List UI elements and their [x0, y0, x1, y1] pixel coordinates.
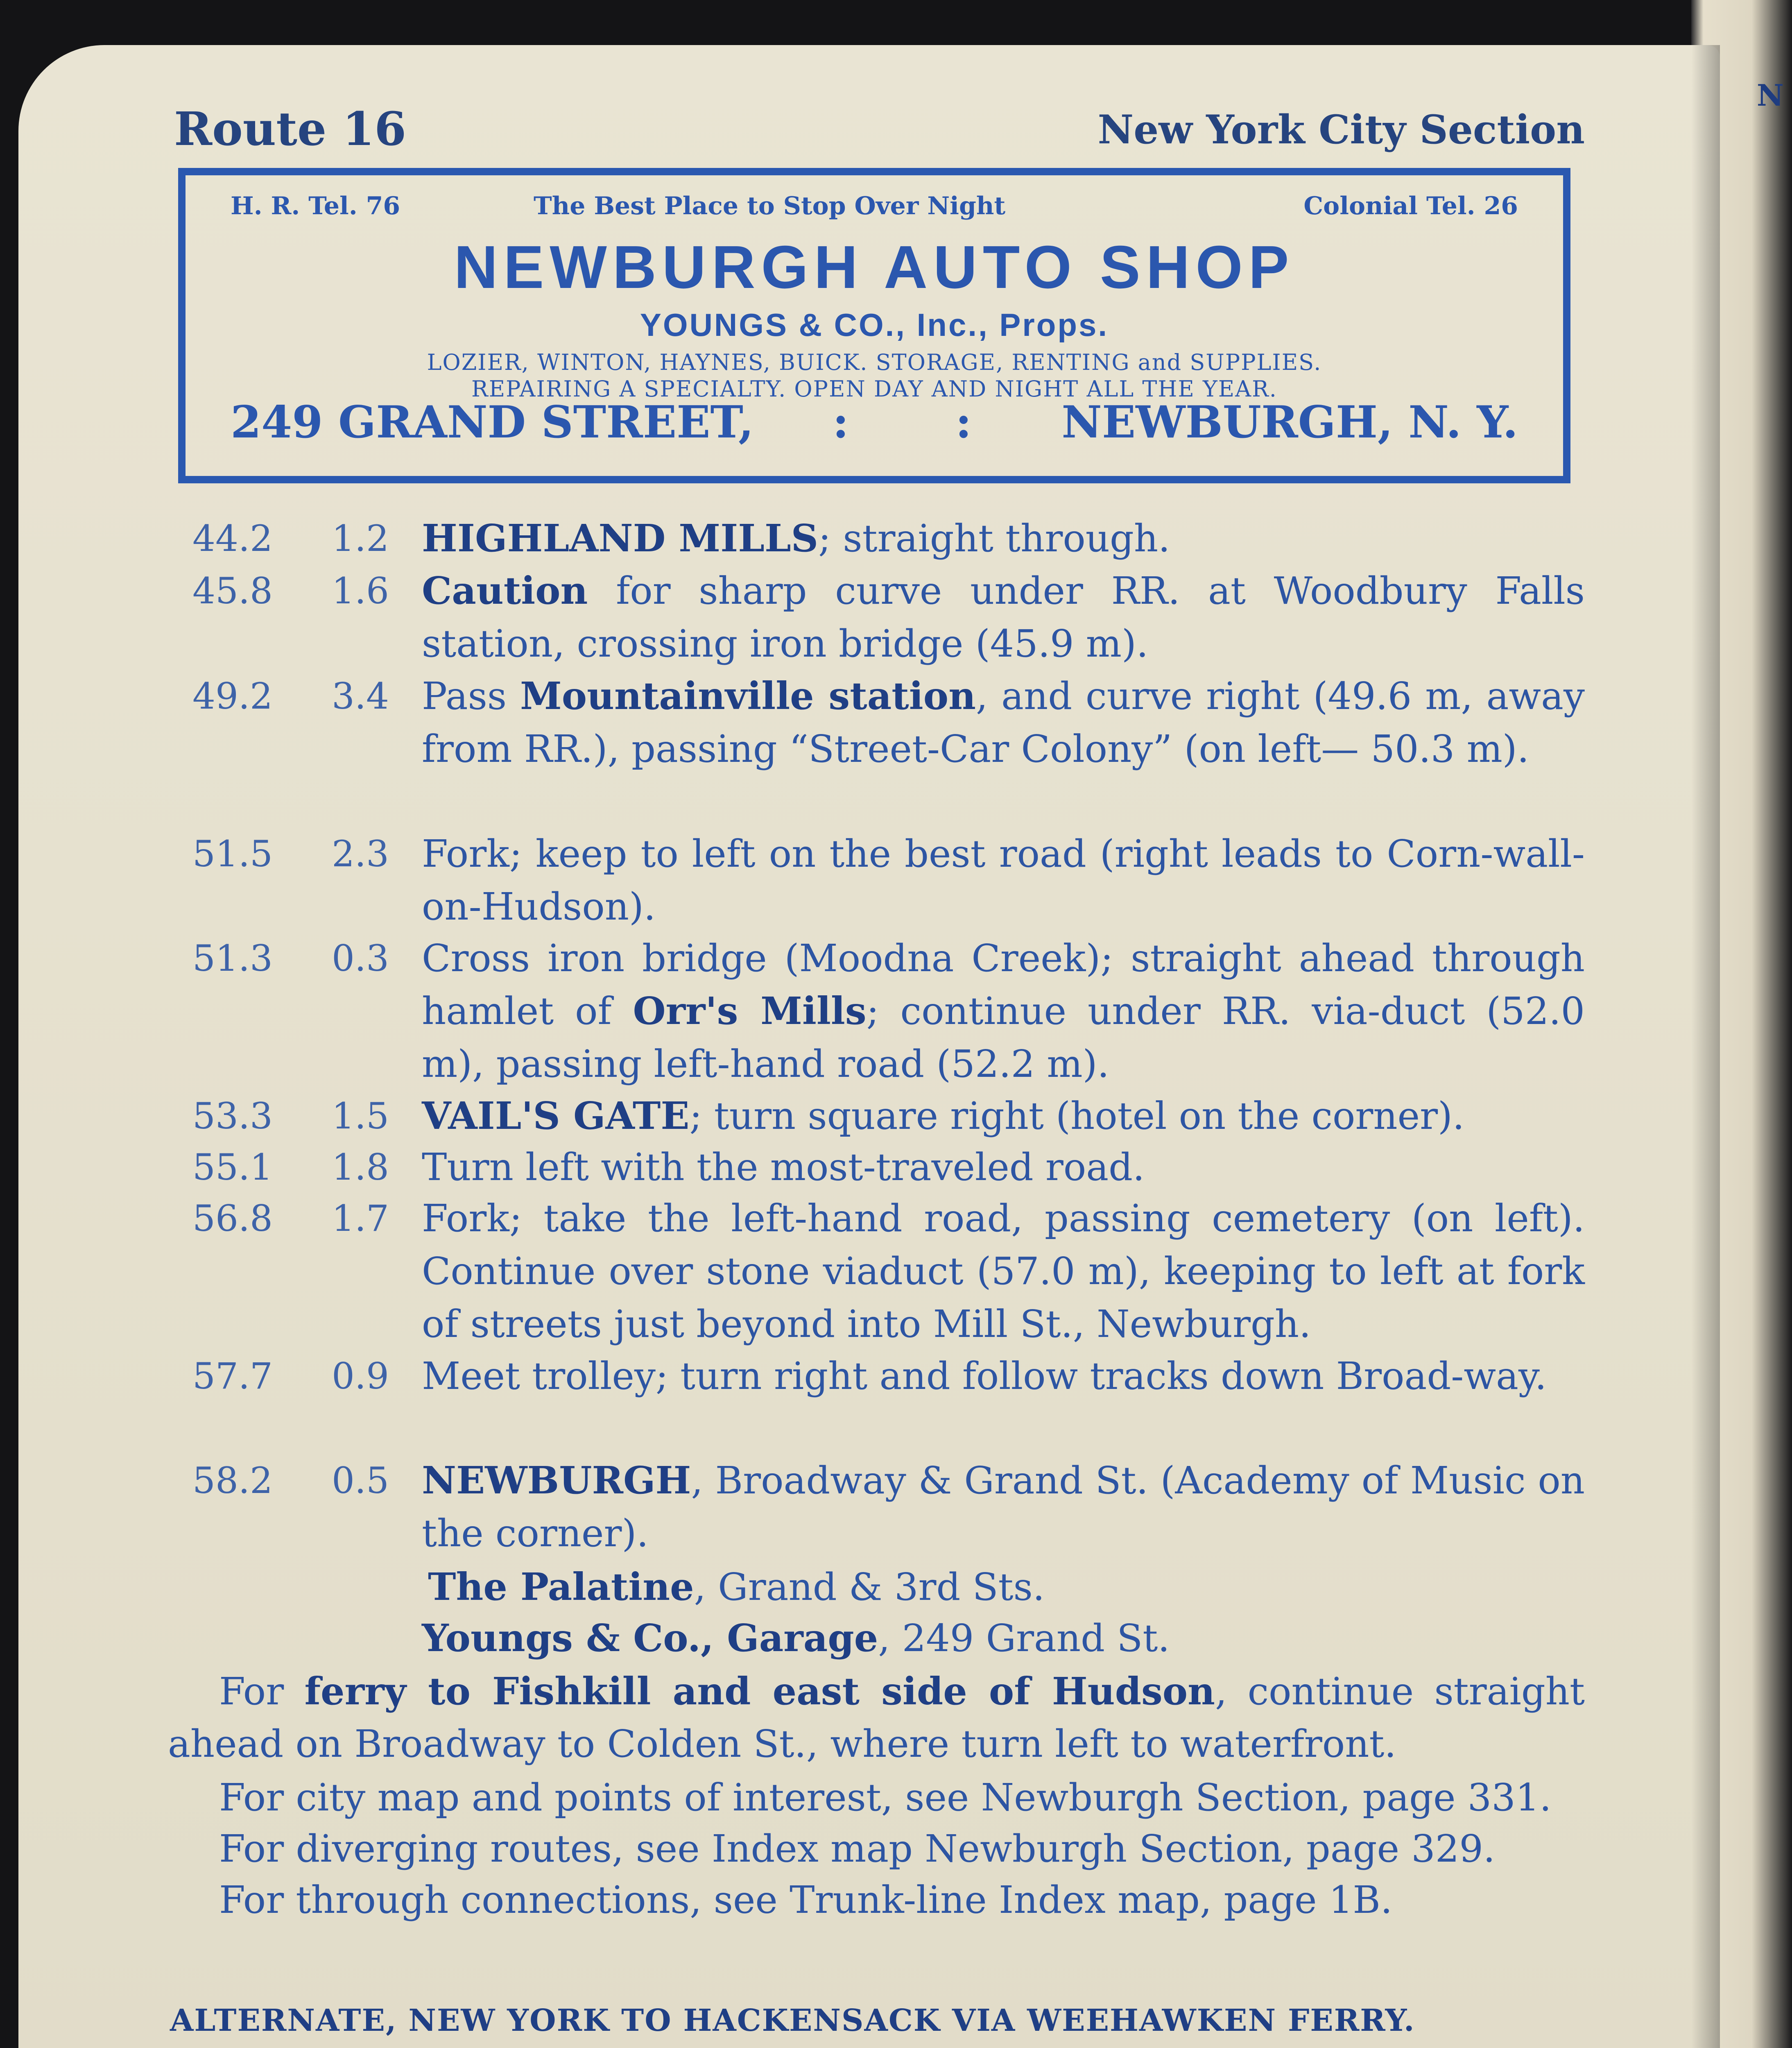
total-mileage: 44.2 — [192, 517, 273, 560]
ad-city: NEWBURGH, N. Y. — [1061, 396, 1518, 448]
guidebook-page — [18, 45, 1720, 2048]
ad-line-brands: LOZIER, WINTON, HAYNES, BUICK. STORAGE, RENTING and SUPPLIES. — [427, 349, 1322, 375]
newburgh-auto-shop-ad — [178, 168, 1570, 483]
ferry-text: For — [219, 1670, 305, 1713]
place-name: NEWBURGH — [422, 1458, 691, 1502]
total-mileage: 49.2 — [192, 675, 273, 717]
total-mileage: 57.7 — [192, 1355, 273, 1397]
entry-text — [422, 564, 1585, 670]
reference-line: For diverging routes, see Index map Newburgh Section, page 329. — [219, 1827, 1496, 1871]
next-page-edge-letter: N — [1757, 78, 1784, 113]
ferry-paragraph — [168, 1665, 1585, 1770]
page-gutter-shadow — [1691, 45, 1720, 2048]
ad-shop-name: NEWBURGH AUTO SHOP — [454, 233, 1295, 301]
direction-text: ; turn square right (hotel on the corner). — [689, 1094, 1465, 1138]
ad-street: 249 GRAND STREET, — [231, 396, 754, 448]
direction-text: ; continue under RR. via-duct (52.0 m), passing left-hand road (52.2 m). — [422, 989, 1585, 1086]
entry-text — [422, 670, 1585, 775]
intermediate-mileage: 1.7 — [332, 1197, 389, 1239]
intermediate-mileage: 0.9 — [332, 1355, 389, 1397]
place-name: VAIL'S GATE — [422, 1094, 690, 1138]
garage-name: Youngs & Co., Garage — [422, 1616, 878, 1660]
direction-text: Pass — [422, 674, 520, 718]
place-name: Mountainville station — [520, 674, 976, 718]
total-mileage: 45.8 — [192, 570, 273, 612]
alternate-route-title: ALTERNATE, NEW YORK TO HACKENSACK VIA WEEHAWKEN FERRY. — [170, 2003, 1415, 2038]
ad-tagline: The Best Place to Stop Over Night — [534, 192, 1006, 220]
reference-line: For through connections, see Trunk-line Index map, page 1B. — [219, 1878, 1393, 1922]
total-mileage: 55.1 — [192, 1146, 273, 1188]
ad-line-services: REPAIRING A SPECIALTY. OPEN DAY AND NIGHT ALL THE YEAR. — [471, 376, 1277, 402]
total-mileage: 58.2 — [192, 1459, 273, 1502]
place-name: HIGHLAND MILLS — [422, 516, 819, 560]
ad-proprietors: YOUNGS & CO., Inc., Props. — [640, 307, 1109, 343]
direction-text: for sharp curve under RR. at Woodbury Falls station, crossing iron bridge (45.9 m). — [422, 569, 1585, 666]
entry-text: Fork; keep to left on the best road (right leads to Corn-wall-on-Hudson). — [422, 832, 1585, 929]
entry-text: Meet trolley; turn right and follow tracks down Broad-way. — [422, 1354, 1547, 1398]
intermediate-mileage: 1.6 — [332, 570, 389, 612]
garage-address: , 249 Grand St. — [878, 1616, 1170, 1660]
entry-text: Fork; take the left-hand road, passing cemetery (on left). Continue over stone viaduct (57.0 m), keeping to left at fork of streets just beyond into Mill St., Newburgh. — [422, 1196, 1585, 1346]
intermediate-mileage: 1.2 — [332, 517, 389, 560]
intermediate-mileage: 1.5 — [332, 1095, 389, 1137]
route-header: Route 16 — [174, 102, 407, 156]
ferry-text: , continue straight ahead on Broadway to Colden St., where turn left to waterfront. — [168, 1670, 1585, 1766]
hotel-address: , Grand & 3rd Sts. — [694, 1565, 1045, 1609]
ad-tel-left: H. R. Tel. 76 — [231, 192, 400, 220]
total-mileage: 51.3 — [192, 937, 273, 979]
entry-text — [422, 512, 1585, 565]
total-mileage: 56.8 — [192, 1197, 273, 1239]
total-mileage: 51.5 — [192, 833, 273, 875]
entry-text — [428, 1561, 1591, 1613]
entry-text — [422, 1612, 1585, 1665]
direction-text: ; straight through. — [818, 517, 1170, 560]
intermediate-mileage: 3.4 — [332, 675, 389, 717]
hotel-name: The Palatine — [428, 1565, 694, 1609]
ad-separator: : — [833, 396, 849, 448]
entry-text — [422, 1090, 1585, 1142]
entry-text — [422, 1454, 1585, 1560]
direction-text: , and curve right (49.6 m, away from RR.), passing “Street-Car Colony” (on left— 50.3 m). — [422, 674, 1585, 771]
intermediate-mileage: 2.3 — [332, 833, 389, 875]
ad-separator: : — [955, 396, 972, 448]
intermediate-mileage: 1.8 — [332, 1146, 389, 1188]
ferry-destination: ferry to Fishkill and east side of Hudson — [304, 1669, 1215, 1713]
caution-label: Caution — [422, 569, 588, 613]
section-header: New York City Section — [1097, 106, 1585, 153]
direction-text: Cross iron bridge (Moodna Creek); straight ahead through hamlet of — [422, 936, 1585, 1033]
intermediate-mileage: 0.5 — [332, 1459, 389, 1502]
total-mileage: 53.3 — [192, 1095, 273, 1137]
direction-text: , Broadway & Grand St. (Academy of Music on the corner). — [422, 1459, 1585, 1555]
place-name: Orr's Mills — [633, 989, 867, 1033]
ad-tel-right: Colonial Tel. 26 — [1303, 192, 1518, 220]
entry-text — [422, 932, 1585, 1090]
intermediate-mileage: 0.3 — [332, 937, 389, 979]
entry-text: Turn left with the most-traveled road. — [422, 1145, 1145, 1189]
reference-line: For city map and points of interest, see Newburgh Section, page 331. — [219, 1776, 1552, 1819]
